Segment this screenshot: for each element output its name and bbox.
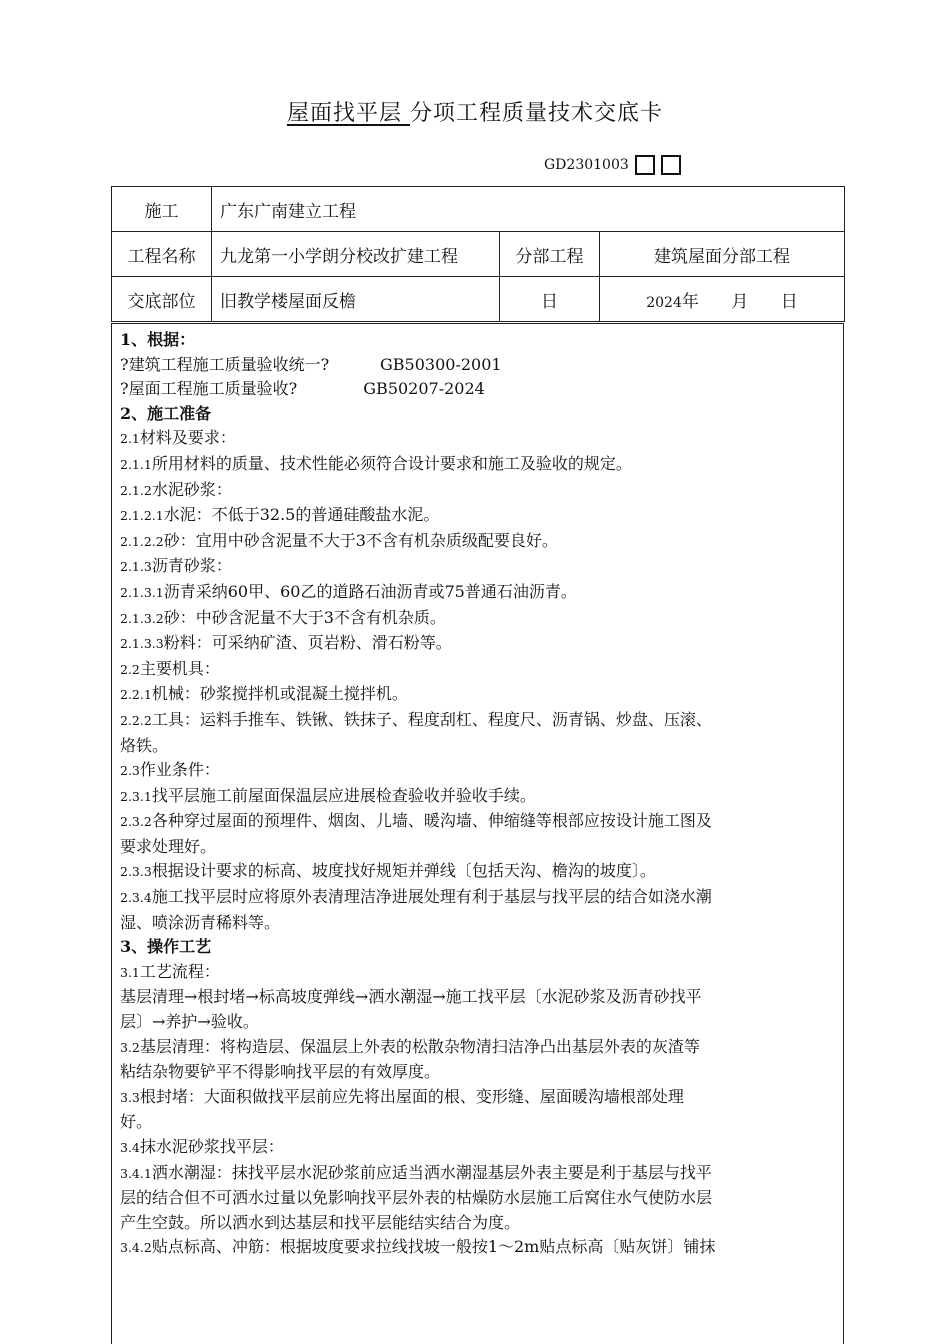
section-number: 2.1.2.2	[120, 533, 164, 549]
line-text: 所用材料的质量、技术性能必须符合设计要求和施工及验收的规定。	[151, 453, 632, 473]
line-text: 材料及要求：	[139, 428, 236, 448]
section-number: 3.4.1	[120, 1165, 152, 1181]
content-line	[120, 1010, 835, 1035]
section-number: 2.1.3.3	[120, 636, 164, 652]
date-month-unit: 月	[731, 291, 749, 312]
document-title	[0, 96, 950, 127]
date-year-unit: 年	[681, 291, 699, 312]
line-text: 粉料：可采纳矿渣、页岩粉、滑石粉等。	[163, 633, 452, 653]
content-line	[120, 631, 835, 657]
line-text: ?建筑工程施工质量验收统一? GB50300-2001	[120, 354, 502, 374]
line-text: 砂：宜用中砂含泥量不大于3不含有机杂质级配要良好。	[163, 530, 558, 550]
content-line	[120, 452, 835, 478]
content-line	[120, 859, 835, 885]
content-line	[120, 734, 835, 759]
value-date	[600, 277, 845, 322]
checkbox-1[interactable]	[635, 155, 655, 175]
content-line	[120, 1235, 835, 1261]
content-line	[120, 377, 835, 402]
content-line	[120, 682, 835, 708]
label-project-name: 工程名称	[112, 232, 212, 277]
content-line	[120, 353, 835, 378]
content-line	[120, 426, 835, 452]
content-line	[120, 885, 835, 911]
content-line	[120, 478, 835, 504]
content-line	[120, 960, 835, 986]
label-location: 交底部位	[112, 277, 212, 322]
content-line	[120, 809, 835, 835]
line-text: 层〕→养护→验收。	[120, 1012, 259, 1032]
content-line	[120, 606, 835, 632]
line-text: 基层清理→根封堵→标高坡度弹线→洒水潮湿→施工找平层〔水泥砂浆及沥青砂找平	[120, 987, 702, 1007]
section-number: 2.3.1	[120, 788, 152, 804]
header-row-construction	[112, 187, 845, 232]
line-text: 层的结合但不可洒水过量以免影响找平层外表的枯燥防水层施工后窝住水气使防水层	[120, 1188, 713, 1208]
section-number: 2.1.3	[120, 559, 152, 575]
section-number: 2.1.2.1	[120, 508, 164, 524]
line-text: 沥青砂浆：	[151, 556, 232, 576]
label-construction: 施工	[112, 187, 212, 232]
section-number: 3.2	[120, 1039, 140, 1055]
section-number: 2.2	[120, 661, 140, 677]
date-year: 2024	[646, 294, 682, 311]
section-number: 2.1.2	[120, 482, 152, 498]
line-text: 水泥：不低于32.5的普通硅酸盐水泥。	[163, 505, 440, 525]
line-text: 1、根据：	[120, 330, 196, 349]
line-text: 各种穿过屋面的预埋件、烟囱、儿墙、暖沟墙、伸缩缝等根部应按设计施工图及	[151, 811, 712, 831]
section-number: 3.1	[120, 964, 140, 980]
section-number: 3.4.2	[120, 1240, 152, 1256]
section-number: 2.1.3.1	[120, 584, 164, 600]
content-line	[120, 1085, 835, 1111]
line-text: 施工找平层时应将原外表清理洁净进展处理有利于基层与找平层的结合如浇水潮	[151, 887, 712, 907]
title-project-name: 屋面找平层	[286, 101, 410, 126]
content-body	[111, 323, 844, 1344]
section-number: 2.2.1	[120, 687, 152, 703]
section-number: 2.3	[120, 763, 140, 779]
content-line	[120, 784, 835, 810]
line-text: 沥青采纳60甲、60乙的道路石油沥青或75普通石油沥青。	[163, 581, 577, 601]
content-line	[120, 1060, 835, 1085]
line-text: 工具：运料手推车、铁锹、铁抹子、程度刮杠、程度尺、沥青锅、炒盘、压滚、	[151, 709, 712, 729]
content-line	[120, 402, 835, 427]
doc-code: GD2301003	[544, 157, 629, 173]
content-line	[120, 1135, 835, 1161]
line-text: 机械：砂浆搅拌机或混凝土搅拌机。	[151, 684, 408, 704]
line-text: 砂：中砂含泥量不大于3不含有机杂质。	[163, 607, 446, 627]
value-location: 旧教学楼屋面反檐	[212, 277, 500, 322]
line-text: 粘结杂物要铲平不得影响找平层的有效厚度。	[120, 1062, 441, 1082]
line-text: 作业条件：	[139, 760, 220, 780]
section-number: 2.1.1	[120, 456, 152, 472]
section-number: 2.3.3	[120, 864, 152, 880]
content-line	[120, 985, 835, 1010]
content-line	[120, 758, 835, 784]
line-text: ?屋面工程施工质量验收? GB50207-2024	[120, 379, 485, 399]
section-number: 2.3.4	[120, 890, 152, 906]
line-text: 抹水泥砂浆找平层：	[139, 1137, 284, 1156]
content-line	[120, 708, 835, 734]
line-text: 工艺流程：	[139, 961, 220, 981]
content-line	[120, 657, 835, 683]
line-text: 水泥砂浆：	[151, 479, 232, 499]
title-text: 分项工程质量技术交底卡	[409, 101, 663, 126]
header-table	[111, 186, 845, 322]
line-text: 根封堵：大面积做找平层前应先将出屋面的根、变形缝、屋面暖沟墙根部处理	[139, 1086, 684, 1106]
content-line	[120, 554, 835, 580]
label-date: 日	[500, 277, 600, 322]
content-line	[120, 529, 835, 555]
doc-code-area	[544, 155, 681, 175]
content-line	[120, 935, 835, 960]
checkbox-2[interactable]	[661, 155, 681, 175]
line-text: 基层清理：将构造层、保温层上外表的松散杂物清扫洁净凸出基层外表的灰渣等	[139, 1036, 700, 1056]
value-project-name: 九龙第一小学朗分校改扩建工程	[212, 232, 500, 277]
content-line	[120, 503, 835, 529]
date-day-unit: 日	[780, 291, 798, 312]
section-number: 2.1.3.2	[120, 610, 164, 626]
content-line	[120, 1035, 835, 1061]
line-text: 要求处理好。	[120, 836, 217, 856]
content-line	[120, 835, 835, 860]
section-number: 2.2.2	[120, 712, 152, 728]
content-line	[120, 1186, 835, 1211]
content-line	[120, 328, 835, 353]
value-division: 建筑屋面分部工程	[600, 232, 845, 277]
label-division: 分部工程	[500, 232, 600, 277]
section-number: 2.1	[120, 431, 140, 447]
value-construction: 广东广南建立工程	[212, 187, 845, 232]
content-line	[120, 580, 835, 606]
line-text: 贴点标高、冲筋：根据坡度要求拉线找坡一般按1～2m贴点标高〔贴灰饼〕铺抹	[151, 1237, 716, 1257]
content-line	[120, 1161, 835, 1187]
line-text: 洒水潮湿：抹找平层水泥砂浆前应适当洒水潮湿基层外表主要是利于基层与找平	[151, 1162, 712, 1182]
content-line	[120, 1211, 835, 1236]
line-text: 产生空鼓。所以洒水到达基层和找平层能结实结合为度。	[120, 1212, 521, 1232]
line-text: 根据设计要求的标高、坡度找好规矩并弹线〔包括天沟、檐沟的坡度〕。	[151, 861, 656, 881]
line-text: 主要机具：	[139, 658, 220, 678]
section-number: 3.4	[120, 1140, 140, 1155]
line-text: 3、操作工艺	[120, 937, 212, 957]
line-text: 烙铁。	[120, 735, 169, 755]
header-row-project	[112, 232, 845, 277]
line-text: 湿、喷涂沥青稀料等。	[120, 912, 281, 932]
line-text: 好。	[120, 1112, 153, 1132]
line-text: 2、施工准备	[120, 403, 212, 423]
content-line	[120, 1110, 835, 1135]
header-row-location	[112, 277, 845, 322]
section-number: 2.3.2	[120, 814, 152, 830]
section-number: 3.3	[120, 1089, 140, 1105]
line-text: 找平层施工前屋面保温层应进展检查验收并验收手续。	[151, 785, 536, 805]
content-line	[120, 911, 835, 936]
